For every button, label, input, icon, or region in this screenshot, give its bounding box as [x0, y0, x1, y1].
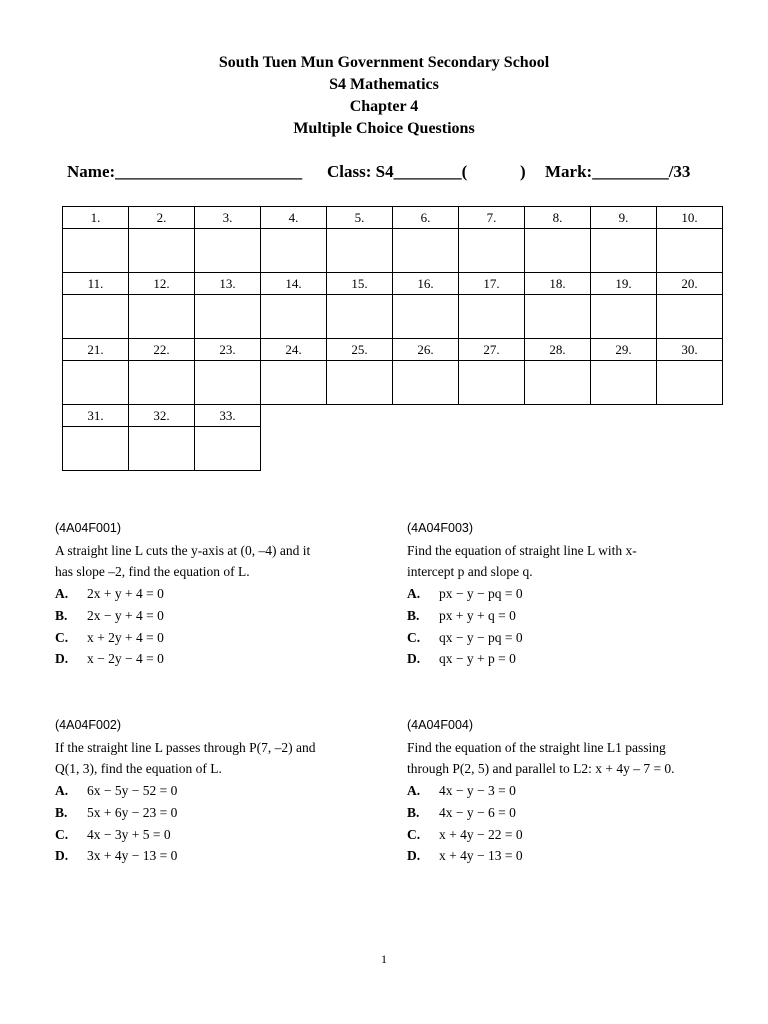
answer-option	[55, 845, 315, 867]
answer-box[interactable]	[195, 427, 261, 471]
empty-cell	[393, 405, 459, 427]
option-text: 3x + 4y − 13 = 0	[87, 848, 178, 864]
question-number-cell: 13.	[195, 273, 261, 295]
question-number-cell: 30.	[657, 339, 723, 361]
answer-box-row	[63, 427, 723, 471]
option-text: 4x − y − 3 = 0	[439, 783, 516, 799]
answer-option	[407, 583, 637, 605]
answer-box[interactable]	[129, 295, 195, 339]
answer-box[interactable]	[261, 361, 327, 405]
answer-box[interactable]	[327, 295, 393, 339]
empty-cell	[459, 405, 525, 427]
option-letter: D.	[55, 651, 69, 667]
option-text: x + 4y − 13 = 0	[439, 848, 523, 864]
question-text: A straight line L cuts the y-axis at (0, –4) and it	[55, 542, 311, 558]
answer-box[interactable]	[195, 295, 261, 339]
answer-box[interactable]	[63, 229, 129, 273]
option-letter: C.	[55, 629, 69, 645]
page-number: 1	[381, 952, 387, 966]
option-text: px + y + q = 0	[439, 607, 516, 623]
question-number-cell: 33.	[195, 405, 261, 427]
answer-option	[55, 824, 315, 846]
question-number-cell: 7.	[459, 207, 525, 229]
answer-box[interactable]	[393, 295, 459, 339]
question-number-cell: 14.	[261, 273, 327, 295]
answer-number-row	[63, 273, 723, 295]
empty-cell	[327, 427, 393, 471]
question-block	[55, 518, 310, 670]
question-number-cell: 12.	[129, 273, 195, 295]
empty-cell	[657, 427, 723, 471]
question-number-cell: 28.	[525, 339, 591, 361]
option-letter: A.	[407, 783, 421, 799]
option-letter: D.	[55, 848, 69, 864]
question-code: (4A04F001)	[55, 521, 122, 535]
question-number-cell: 32.	[129, 405, 195, 427]
option-text: 2x + y + 4 = 0	[87, 586, 164, 602]
class-number-close-paren: )	[520, 162, 526, 181]
question-number-cell: 27.	[459, 339, 525, 361]
option-text: 2x − y + 4 = 0	[87, 607, 164, 623]
answer-option	[407, 627, 637, 649]
answer-box[interactable]	[195, 361, 261, 405]
option-text: x + 4y − 22 = 0	[439, 826, 523, 842]
question-number-cell: 11.	[63, 273, 129, 295]
empty-cell	[657, 405, 723, 427]
answer-option	[407, 780, 675, 802]
empty-cell	[525, 405, 591, 427]
answer-option	[55, 605, 310, 627]
option-text: 6x − 5y − 52 = 0	[87, 783, 178, 799]
option-text: qx − y − pq = 0	[439, 629, 523, 645]
question-number-cell: 18.	[525, 273, 591, 295]
option-letter: A.	[55, 586, 69, 602]
answer-box[interactable]	[591, 229, 657, 273]
question-code: (4A04F002)	[55, 718, 122, 732]
answer-box-row	[63, 361, 723, 405]
answer-option	[407, 802, 675, 824]
answer-option	[407, 605, 637, 627]
empty-cell	[591, 405, 657, 427]
question-number-cell: 29.	[591, 339, 657, 361]
question-block	[55, 715, 315, 867]
answer-option	[55, 648, 310, 670]
answer-box[interactable]	[591, 361, 657, 405]
question-number-cell: 4.	[261, 207, 327, 229]
answer-number-row	[63, 207, 723, 229]
answer-option	[407, 845, 675, 867]
answer-number-row	[63, 339, 723, 361]
question-code: (4A04F004)	[407, 718, 474, 732]
answer-box[interactable]	[591, 295, 657, 339]
answer-option	[407, 648, 637, 670]
class-field[interactable]: Class: S4________(	[327, 162, 468, 181]
option-letter: C.	[407, 629, 421, 645]
question-number-cell: 1.	[63, 207, 129, 229]
answer-option	[55, 780, 315, 802]
answer-box[interactable]	[657, 295, 723, 339]
option-letter: A.	[407, 586, 421, 602]
answer-box-row	[63, 229, 723, 273]
subject-title: S4 Mathematics	[329, 76, 439, 93]
answer-option	[55, 627, 310, 649]
question-text: Find the equation of straight line L with x-	[407, 542, 637, 558]
question-number-cell: 16.	[393, 273, 459, 295]
document-header	[0, 52, 768, 140]
answer-box[interactable]	[195, 229, 261, 273]
question-number-cell: 5.	[327, 207, 393, 229]
answer-box[interactable]	[459, 361, 525, 405]
answer-option	[407, 824, 675, 846]
question-number-cell: 19.	[591, 273, 657, 295]
option-letter: D.	[407, 651, 421, 667]
option-text: px − y − pq = 0	[439, 586, 523, 602]
option-letter: B.	[407, 607, 420, 623]
question-number-cell: 6.	[393, 207, 459, 229]
answer-box[interactable]	[261, 229, 327, 273]
answer-option	[55, 802, 315, 824]
option-text: 4x − 3y + 5 = 0	[87, 826, 171, 842]
answer-box[interactable]	[459, 295, 525, 339]
empty-cell	[393, 427, 459, 471]
option-letter: A.	[55, 783, 69, 799]
question-number-cell: 3.	[195, 207, 261, 229]
worksheet-title: Multiple Choice Questions	[293, 120, 475, 137]
option-text: x − 2y − 4 = 0	[87, 651, 164, 667]
answer-box[interactable]	[393, 229, 459, 273]
answer-box[interactable]	[525, 295, 591, 339]
empty-cell	[525, 427, 591, 471]
question-number-cell: 9.	[591, 207, 657, 229]
question-number-cell: 21.	[63, 339, 129, 361]
question-number-cell: 24.	[261, 339, 327, 361]
name-field[interactable]: Name:______________________	[67, 162, 303, 181]
chapter-title: Chapter 4	[349, 98, 419, 115]
answer-box[interactable]	[657, 229, 723, 273]
question-number-cell: 26.	[393, 339, 459, 361]
question-number-cell: 31.	[63, 405, 129, 427]
option-letter: C.	[55, 826, 69, 842]
answer-number-row	[63, 405, 723, 427]
answer-option	[55, 583, 310, 605]
empty-cell	[459, 427, 525, 471]
option-text: qx − y + p = 0	[439, 651, 516, 667]
option-letter: B.	[55, 804, 68, 820]
answer-box[interactable]	[129, 427, 195, 471]
question-text: has slope –2, find the equation of L.	[55, 564, 250, 580]
answer-box[interactable]	[261, 295, 327, 339]
question-text: intercept p and slope q.	[407, 564, 533, 580]
mark-field[interactable]: Mark:_________/33	[545, 162, 691, 181]
answer-box[interactable]	[459, 229, 525, 273]
question-number-cell: 25.	[327, 339, 393, 361]
question-number-cell: 10.	[657, 207, 723, 229]
answer-box[interactable]	[327, 361, 393, 405]
question-block	[407, 518, 637, 670]
question-text: If the straight line L passes through P(7, –2) and	[55, 739, 316, 755]
question-block	[407, 715, 675, 867]
answer-box[interactable]	[393, 361, 459, 405]
question-number-cell: 2.	[129, 207, 195, 229]
question-number-cell: 20.	[657, 273, 723, 295]
answer-box-row	[63, 295, 723, 339]
option-text: 4x − y − 6 = 0	[439, 804, 516, 820]
option-text: x + 2y + 4 = 0	[87, 629, 164, 645]
answer-box[interactable]	[63, 295, 129, 339]
school-name: South Tuen Mun Government Secondary School	[218, 54, 550, 71]
empty-cell	[261, 427, 327, 471]
answer-box[interactable]	[525, 229, 591, 273]
option-letter: B.	[55, 607, 68, 623]
answer-box[interactable]	[525, 361, 591, 405]
empty-cell	[591, 427, 657, 471]
question-text: through P(2, 5) and parallel to L2: x + 4y – 7 = 0.	[407, 761, 675, 777]
question-text: Find the equation of the straight line L1 passing	[407, 739, 666, 755]
option-letter: D.	[407, 848, 421, 864]
question-text: Q(1, 3), find the equation of L.	[55, 761, 222, 777]
option-letter: C.	[407, 826, 421, 842]
question-number-cell: 15.	[327, 273, 393, 295]
empty-cell	[261, 405, 327, 427]
answer-box[interactable]	[657, 361, 723, 405]
question-number-cell: 23.	[195, 339, 261, 361]
question-code: (4A04F003)	[407, 521, 474, 535]
option-text: 5x + 6y − 23 = 0	[87, 804, 178, 820]
question-number-cell: 8.	[525, 207, 591, 229]
answer-box[interactable]	[63, 361, 129, 405]
empty-cell	[327, 405, 393, 427]
answer-box[interactable]	[129, 361, 195, 405]
question-number-cell: 17.	[459, 273, 525, 295]
answer-box[interactable]	[129, 229, 195, 273]
answer-box[interactable]	[327, 229, 393, 273]
option-letter: B.	[407, 804, 420, 820]
answer-box[interactable]	[63, 427, 129, 471]
answer-grid	[62, 206, 723, 471]
question-number-cell: 22.	[129, 339, 195, 361]
